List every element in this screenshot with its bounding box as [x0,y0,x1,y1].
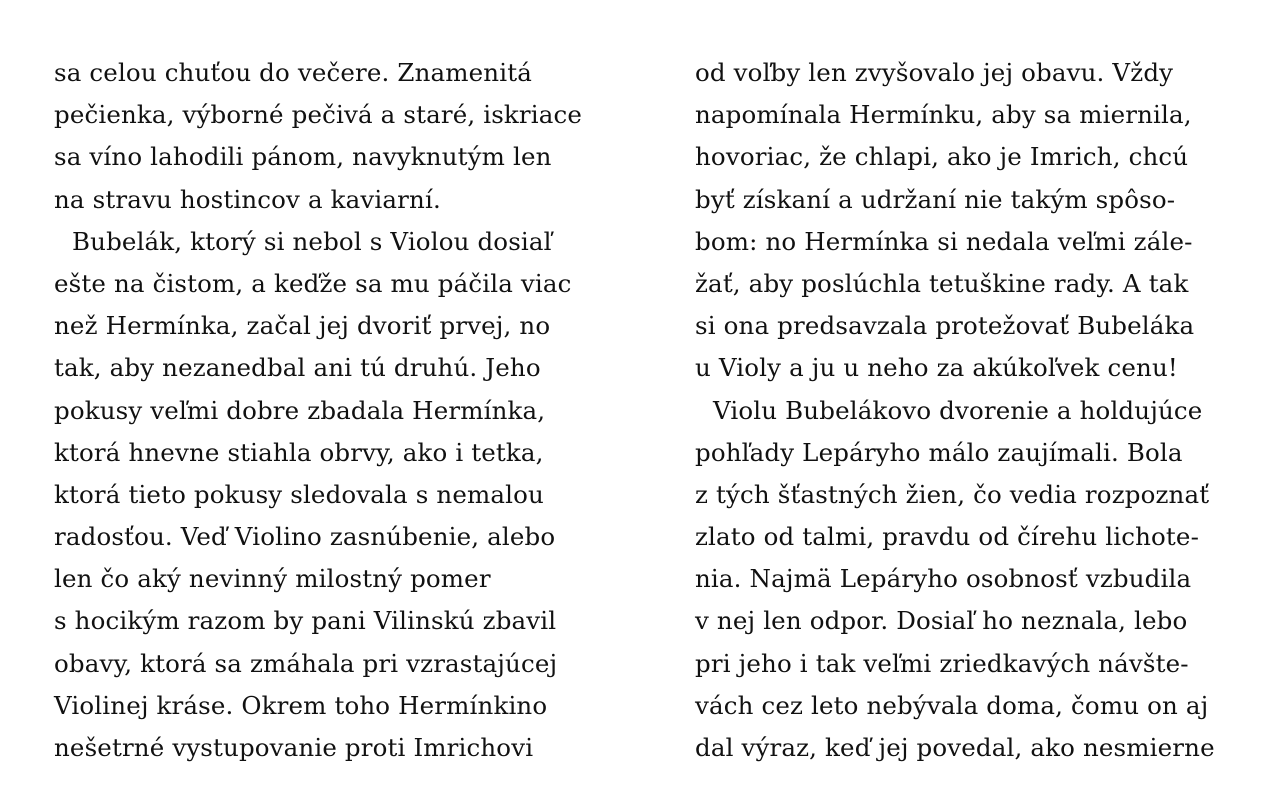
text-line: napomínala Hermínku, aby sa miernila, [695,100,1192,130]
text-line: pokusy veľmi dobre zbadala Hermínka, [54,395,546,425]
text-line: zlato od talmi, pravdu od čírehu lichote- [695,522,1200,552]
text-line: pohľady Lepáryho málo zaujímali. Bola [695,437,1183,467]
text-line: ešte na čistom, a keďže sa mu páčila viac [54,268,572,298]
text-line: si ona predsavzala protežovať Bubeláka [695,311,1195,341]
text-line: dal výraz, keď jej povedal, ako nesmierne [695,733,1215,762]
text-line: pečienka, výborné pečivá a staré, iskriace [54,100,583,130]
text-line: u Violy a ju u neho za akúkoľvek cenu! [695,353,1178,383]
text-line: vách cez leto nebývala doma, čomu on aj [695,690,1209,720]
text-line: nia. Najmä Lepáryho osobnosť vzbudila [695,564,1192,594]
text-line: na stravu hostincov a kaviarní. [54,184,441,214]
text-line: bom: no Hermínka si nedala veľmi zále- [695,226,1193,256]
text-line: tak, aby nezanedbal ani tú druhú. Jeho [54,353,541,383]
text-line: s hocikým razom by pani Vilinskú zbavil [54,606,557,636]
text-line: od voľby len zvyšovalo jej obavu. Vždy [695,58,1174,87]
left-page [54,52,594,769]
paragraph-start-line: Violu Bubelákovo dvorenie a holdujúce [713,395,1203,425]
text-line: z tých šťastných žien, čo vedia rozpoznať [695,479,1210,509]
text-line: hovoriac, že chlapi, ako je Imrich, chcú [695,142,1189,172]
right-page [695,52,1235,769]
text-line: v nej len odpor. Dosiaľ ho neznala, lebo [695,606,1188,636]
text-line: byť získaní a udržaní nie takým spôso- [695,184,1176,214]
text-line: než Hermínka, začal jej dvoriť prvej, no [54,311,551,341]
text-line: Violinej kráse. Okrem toho Hermínkino [54,690,548,720]
text-line: sa víno lahodili pánom, navyknutým len [54,142,552,172]
text-line: sa celou chuťou do večere. Znamenitá [54,58,532,87]
text-line: radosťou. Veď Violino zasnúbenie, alebo [54,522,556,552]
text-line: žať, aby poslúchla tetuškine rady. A tak [695,268,1189,298]
text-line: pri jeho i tak veľmi zriedkavých návšte- [695,648,1189,678]
text-line: len čo aký nevinný milostný pomer [54,564,491,594]
paragraph-start-line: Bubelák, ktorý si nebol s Violou dosiaľ [72,226,552,256]
text-line: ktorá tieto pokusy sledovala s nemalou [54,479,544,509]
text-line: obavy, ktorá sa zmáhala pri vzrastajúcej [54,648,558,678]
text-line: ktorá hnevne stiahla obrvy, ako i tetka, [54,437,544,467]
text-line: nešetrné vystupovanie proti Imrichovi [54,733,534,762]
